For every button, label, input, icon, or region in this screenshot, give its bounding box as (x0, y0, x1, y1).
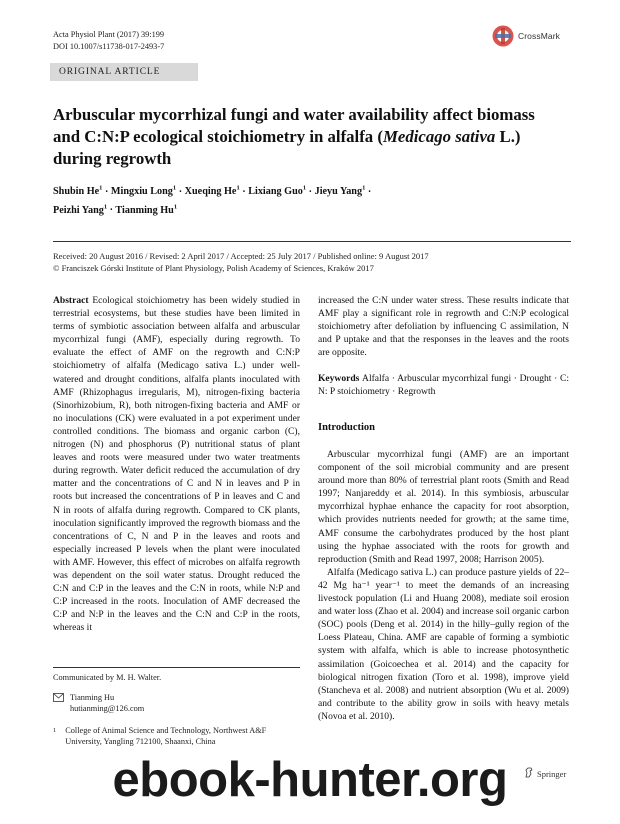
footnote-divider (53, 667, 300, 668)
corresponding-name: Tianming Hu (70, 693, 115, 702)
publisher-name: Springer (537, 768, 567, 779)
author[interactable]: Jieyu Yang$^1$ (314, 185, 366, 198)
journal-citation: Acta Physiol Plant (2017) 39:199 (53, 30, 165, 39)
title-text-end: L.) during regrowth (53, 127, 521, 168)
keywords (318, 372, 569, 398)
corresponding-author (53, 693, 300, 715)
paragraph: Alfalfa (Medicago sativa L.) can produce pasture yields of 22–42 Mg ha⁻¹ year⁻¹ to meet the demands of an increasing livestock population (Li and Huang 2008), mediate soil erosion and water loss (Zhao et al. 2004) and increase soil organic carbon (SOC) pools (Deng et al. 2014) in the hilly–gully region of the Loess Plateau, China. AMF are capable of forming a symbiotic system with alfalfa, which is able to increase photosynthetic assimilation (Goicoechea et al. 2014) and the capacity for biological nitrogen fixation (Toro et al. 1998), improve yield (Stancheva et al. 2008) and nutrient absorption (Wu et al. 2009) and contribute to the ability grow in soils with heavy metals (Novoa et al. 2010). (318, 566, 569, 722)
crossmark-label: CrossMark (518, 31, 560, 41)
affiliation (53, 726, 300, 748)
article-type-label: ORIGINAL ARTICLE (59, 67, 161, 77)
introduction-heading: Introduction (318, 422, 375, 433)
copyright-line: © Franciszek Górski Institute of Plant Physiology, Polish Academy of Sciences, Kraków 2017 (53, 262, 374, 273)
author[interactable]: Xueqing He$^1$ (184, 185, 240, 198)
abstract (53, 294, 300, 634)
affiliation-number: 1 (53, 727, 57, 734)
abstract-text: Ecological stoichiometry has been widely studied in terrestrial ecosystems, but these studies have been limited in terms of symbiotic association between alfalfa and arbuscular mycorrhizal fungi (AMF), especially during regrowth. To evaluate the effect of AMF on the regrowth and C:N:P stoichiometry of alfalfa (Medicago sativa L.) under well-watered and drought conditions, alfalfa plants inoculated with AMF (Rhizophagus irregularis, M), nitrogen-fixing bacteria (Sinorhizobium, R), both nitrogen-fixing bacteria and AMF or no inoculations (CK) were evaluated in a pot experiment under controlled conditions. The biomass and organic carbon (C), nitrogen (N) and phosphorus (P) nutritional status of plant leaves and roots were measured under two water treatments during regrowth. Water deficit reduced the accumulation of dry matter and the concentrations of C and N in leaves and P in roots but increased the concentrations of P in leaves and C and N in roots of alfalfa during regrowth. Compared to CK plants, inoculation significantly improved the regrowth biomass and the concentrations of C, N and P in the leaves and roots and especially increased P levels when the plant were inoculated with AMF. However, this effect of microbes on alfalfa regrowth was dependent on the soil water status. Drought reduced the C:N and C:P in the leaves and the C:N in roots, while N:P and C:P increased in the roots. Inoculation of AMF decreased the C:P and N:P in the leaves and the C:N and C:P in the roots, whereas it (53, 295, 300, 634)
keywords-heading: Keywords (318, 373, 360, 384)
title-text: Arbuscular mycorrhizal fungi and water availability affect biomass and C:N:P ecological stoichiometry in alfalfa ( (53, 105, 535, 146)
envelope-icon (53, 693, 64, 715)
author[interactable]: Tianming Hu$^1$ (115, 203, 178, 216)
introduction-body (318, 448, 569, 723)
communicated-by: Communicated by M. H. Walter. (53, 673, 162, 682)
author-list: Shubin $He^1$ · Mingxiu Long$^1$ · Xueqing $He^1$ · Lixiang Guo$^1$ · Jieyu Yang$^1$ · Peizhi Yang$^1$ · Tianming Hu$^1$ (53, 185, 372, 216)
article-type-ribbon (50, 63, 198, 81)
article-history (53, 251, 573, 274)
title-species: Medicago sativa (382, 127, 496, 146)
article-title (53, 104, 553, 170)
crossmark-badge[interactable] (492, 25, 560, 47)
author[interactable]: Lixiang Guo$^1$ (248, 185, 307, 198)
affiliation-text: College of Animal Science and Technology, Northwest A&F University, Yangling 712100, Shaanxi, China (65, 726, 267, 746)
doi-line: DOI 10.1007/s11738-017-2493-7 (53, 42, 165, 51)
author[interactable]: Shubin He$^1$ (53, 185, 103, 198)
dates-line: Received: 20 August 2016 / Revised: 2 April 2017 / Accepted: 25 July 2017 / Published online: 9 August 2017 (53, 251, 429, 261)
watermark: ebook-hunter.org (112, 753, 508, 807)
author[interactable]: Peizhi Yang$^1$ (53, 203, 108, 216)
corresponding-email[interactable]: hutianming@126.com (70, 703, 145, 713)
crossmark-icon (492, 25, 514, 47)
divider (53, 241, 571, 242)
abstract-heading: Abstract (53, 295, 89, 306)
author[interactable]: Mingxiu Long$^1$ (110, 185, 177, 198)
keywords-text: Alfalfa · Arbuscular mycorrhizal fungi · Drought · C: N: P stoichiometry · Regrowth (318, 373, 569, 398)
paragraph: Arbuscular mycorrhizal fungi (AMF) are an important component of the soil microbial community and are present around more than 80% of terrestrial plant roots (Smith and Read 1997; Nanjareddy et al. 2014). In this symbiosis, arbuscular mycorrhizal hyphae enhance the capacity for root absorption, which provides nutrients needed for growth; at the same time, AMF consume the carbohydrates produced by the host plant using the hyphae associated with the roots for growth and reproduction (Smith and Read 1997, 2008; Harrison 2005). (318, 449, 569, 565)
abstract-continued: increased the C:N under water stress. These results indicate that AMF play a significant role in regrowth and C:N:P ecological stoichiometry after defoliation by influencing C assimilation, N and P uptake and that the responses in the leaves and the roots are opposite. (318, 295, 569, 359)
